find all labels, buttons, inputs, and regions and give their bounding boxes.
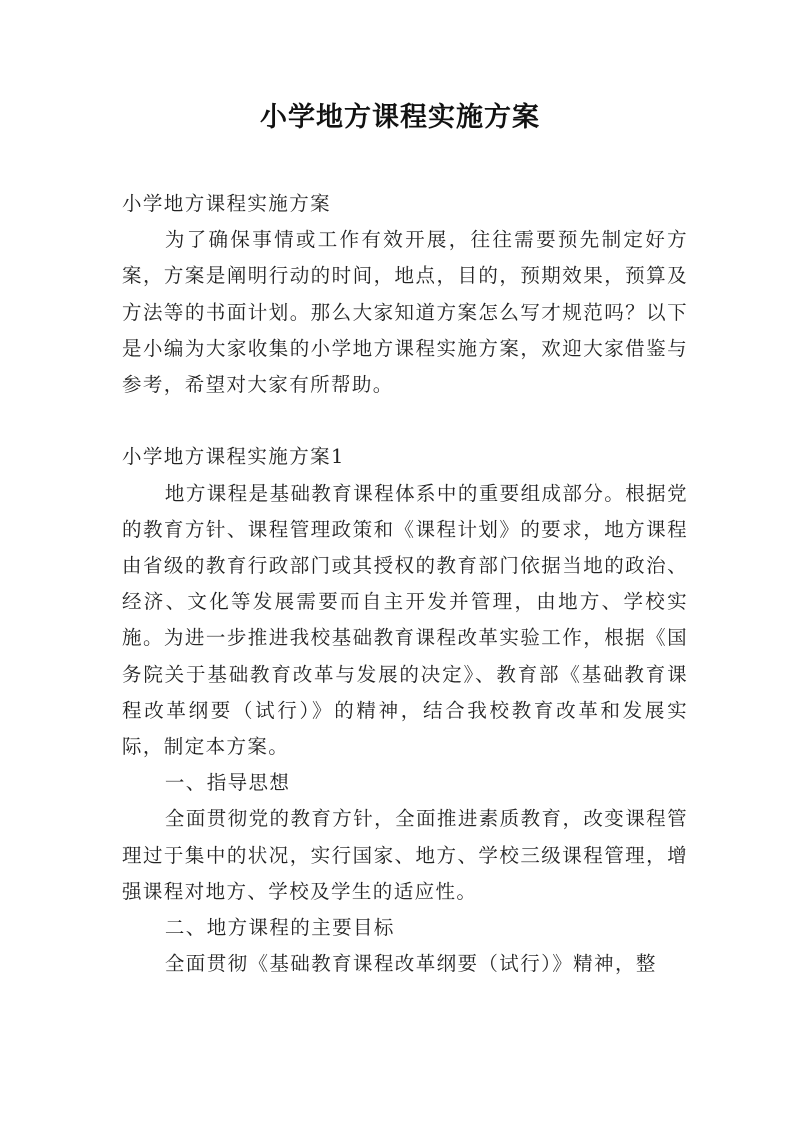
- document-subtitle: 小学地方课程实施方案: [122, 192, 332, 215]
- document-body: [122, 186, 688, 982]
- paragraph-spacer: [122, 403, 688, 439]
- section-heading-main-goals: 二、地方课程的主要目标: [164, 916, 395, 940]
- main-goals-paragraph: 全面贯彻《基础教育课程改革纲要（试行）》精神，整: [164, 952, 657, 976]
- document-title: 小学地方课程实施方案: [260, 102, 540, 133]
- section-heading-guiding-thought: 一、指导思想: [164, 771, 291, 795]
- guiding-thought-paragraph: 全面贯彻党的教育方针，全面推进素质教育，改变课程管理过于集中的状况，实行国家、地方、学校三级课程管理，增强课程对地方、学校及学生的适应性。: [122, 807, 688, 903]
- section-paragraph: 地方课程是基础教育课程体系中的重要组成部分。根据党的教育方针、课程管理政策和《课程计划》的要求，地方课程由省级的教育行政部门或其授权的教育部门依据当地的政治、经济、文化等发展需要而自主开发并管理，由地方、学校实施。为进一步推进我校基础教育课程改革实验工作，根据《国务院关于基础教育改革与发展的决定》、教育部《基础教育课程改革纲要（试行）》的精神，结合我校教育改革和发展实际，制定本方案。: [122, 481, 688, 759]
- section-title: 小学地方课程实施方案1: [122, 445, 345, 469]
- intro-paragraph: 为了确保事情或工作有效开展，往往需要预先制定好方案，方案是阐明行动的时间，地点，目的，预期效果，预算及方法等的书面计划。那么大家知道方案怎么写才规范吗？以下是小编为大家收集的小学地方课程实施方案，欢迎大家借鉴与参考，希望对大家有所帮助。: [122, 228, 688, 397]
